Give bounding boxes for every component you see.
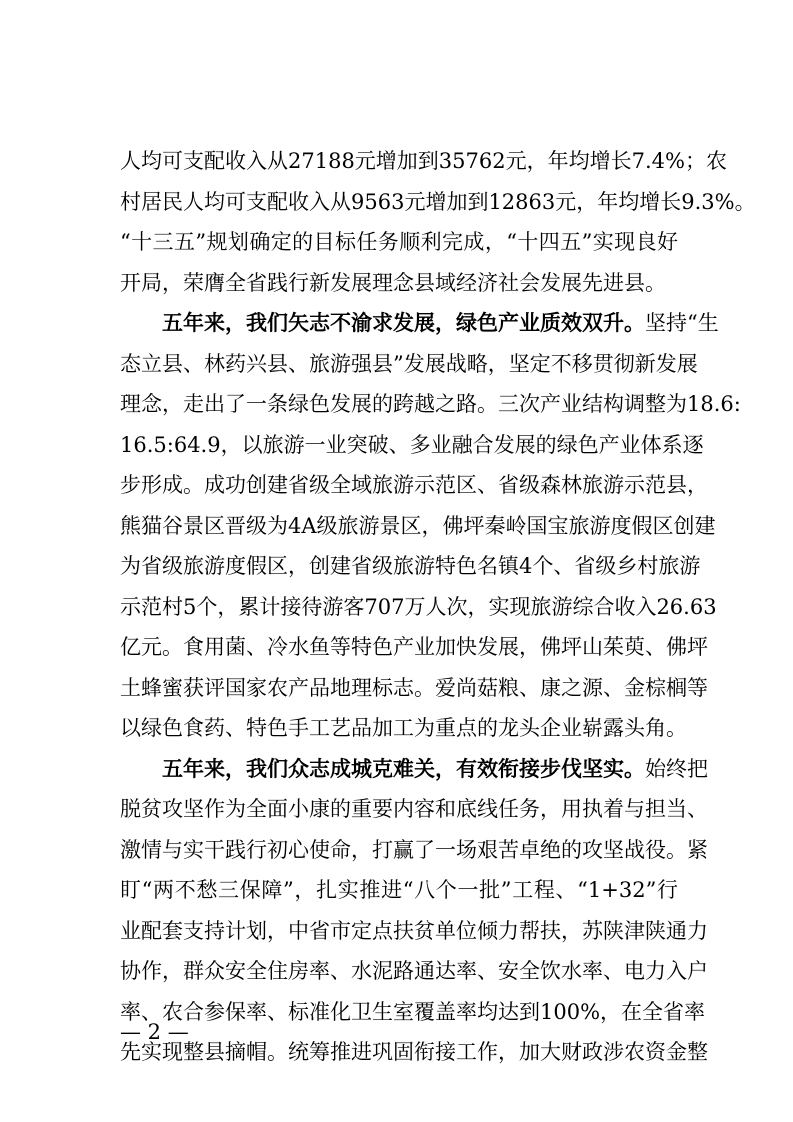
text-line: 为省级旅游度假区，创建省级旅游特色名镇4个、省级乡村旅游	[120, 554, 701, 578]
document-body	[120, 141, 756, 1073]
text-line: 率、农合参保率、标准化卫生室覆盖率均达到100%，在全省率	[120, 999, 706, 1024]
paragraph-text: 始终把	[645, 756, 708, 781]
text-line: 示范村5个，累计接待游客707万人次，实现旅游综合收入26.63	[120, 594, 717, 619]
text-line: 人均可支配收入从27188元增加到35762元，年均增长7.4%；农	[120, 149, 727, 173]
text-line: 以绿色食药、特色手工艺品加工为重点的龙头企业崭露头角。	[120, 716, 687, 740]
text-line: 村居民人均可支配收入从9563元增加到12863元，年均增长9.3%。	[120, 189, 756, 214]
text-line: 先实现整县摘帽。统筹推进巩固衔接工作，加大财政涉农资金整	[120, 1040, 708, 1064]
text-line: 16.5:64.9，以旅游一业突破、多业融合发展的绿色产业体系逐	[120, 432, 704, 457]
text-line: 理念，走出了一条绿色发展的跨越之路。三次产业结构调整为18.6:	[120, 392, 741, 416]
text-line: 态立县、林药兴县、旅游强县”发展战略，坚定不移贯彻新发展	[120, 351, 698, 376]
text-line: 业配套支持计划，中省市定点扶贫单位倾力帮扶，苏陕津陕通力	[120, 918, 708, 943]
text-line: 盯“两不愁三保障”，扎实推进“八个一批”工程、“1+32”行	[120, 878, 678, 902]
text-line: 脱贫攻坚作为全面小康的重要内容和底线任务，用执着与担当、	[120, 797, 708, 821]
text-line: 激情与实干践行初心使命，打赢了一场艰苦卓绝的攻坚战役。紧	[120, 837, 708, 862]
text-line: “十三五”规划确定的目标任务顺利完成，“十四五”实现良好	[120, 230, 678, 254]
text-line: 开局，荣膺全省践行新发展理念县域经济社会发展先进县。	[120, 270, 666, 295]
paragraph-text: 坚持“生	[645, 311, 719, 335]
text-line: 熊猫谷景区晋级为4A级旅游景区，佛坪秦岭国宝旅游度假区创建	[120, 513, 716, 538]
text-line: 步形成。成功创建省级全域旅游示范区、省级森林旅游示范县，	[120, 473, 708, 497]
text-line: 协作，群众安全住房率、水泥路通达率、安全饮水率、电力入户	[120, 959, 708, 983]
paragraph-heading: 五年来，我们矢志不渝求发展，绿色产业质效双升。	[162, 310, 645, 335]
paragraph-first-line	[120, 749, 708, 790]
text-line: 土蜂蜜获评国家农产品地理标志。爱尚菇粮、康之源、金棕榈等	[120, 675, 708, 700]
paragraph-heading: 五年来，我们众志成城克难关，有效衔接步伐坚实。	[162, 755, 645, 781]
page-number: — 2 —	[120, 1020, 189, 1044]
text-line: 亿元。食用菌、冷水鱼等特色产业加快发展，佛坪山茱萸、佛坪	[120, 635, 708, 659]
paragraph-first-line	[120, 303, 719, 344]
